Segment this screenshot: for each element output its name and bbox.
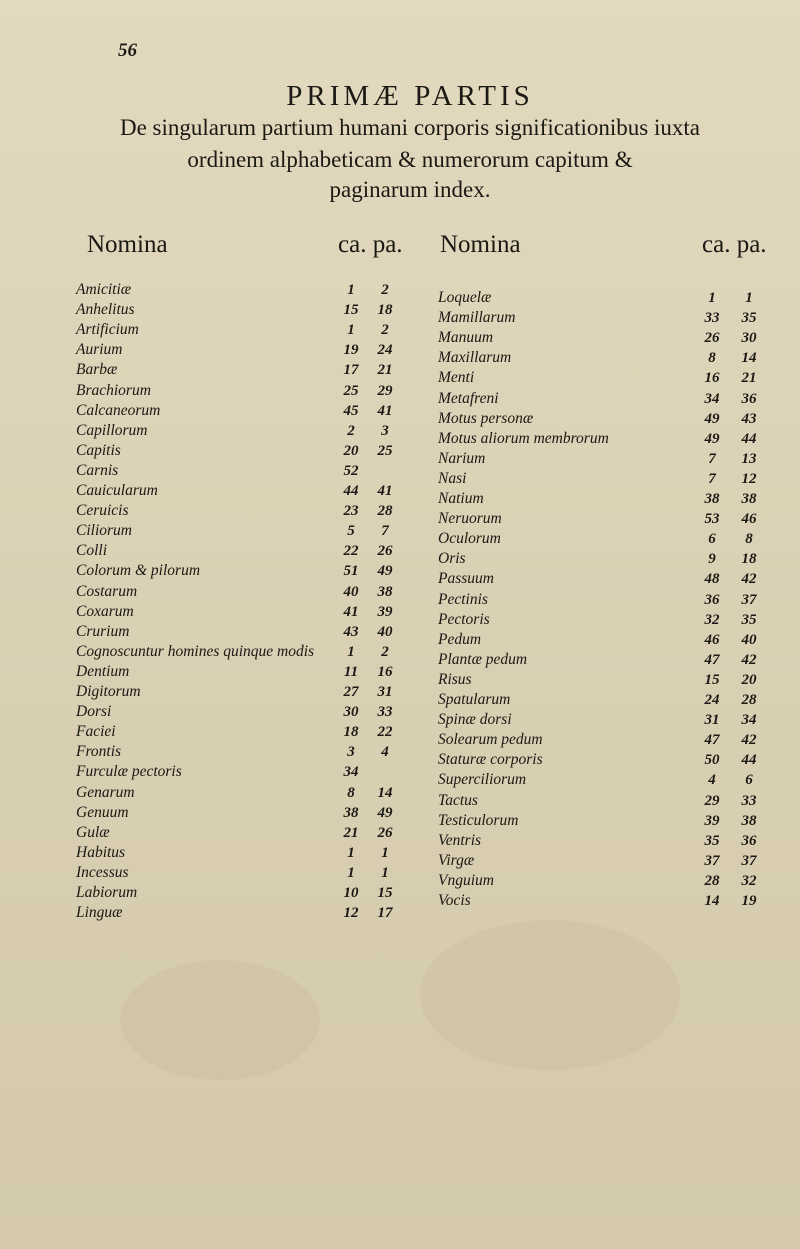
entry-page-number: 12 bbox=[741, 470, 757, 487]
entry-page-number: 19 bbox=[741, 893, 757, 909]
entry-page-number: 33 bbox=[741, 792, 757, 809]
entry-page-number: 42 bbox=[741, 571, 757, 588]
entry-name: Genarum bbox=[76, 783, 135, 801]
entry-page-number: 33 bbox=[377, 704, 393, 721]
entry-caput-number: 8 bbox=[347, 784, 355, 801]
entry-name: Motus aliorum membrorum bbox=[438, 429, 609, 447]
entry-caput-number: 52 bbox=[343, 462, 359, 479]
entry-caput-number: 7 bbox=[708, 470, 716, 487]
entry-name: Artificium bbox=[76, 321, 139, 339]
entry-page-number: 35 bbox=[741, 611, 757, 628]
entry-page-number: 41 bbox=[377, 483, 393, 499]
column-1-header-name: Nomina bbox=[87, 231, 168, 258]
entry-name: Colli bbox=[76, 542, 108, 560]
entry-page-number: 46 bbox=[741, 511, 757, 528]
entry-page-number: 40 bbox=[741, 631, 757, 648]
entry-caput-number: 47 bbox=[704, 732, 720, 749]
entry-caput-number: 1 bbox=[347, 864, 355, 881]
entry-caput-number: 45 bbox=[343, 402, 359, 419]
entry-page-number: 21 bbox=[741, 370, 757, 387]
entry-name: Solearum pedum bbox=[438, 731, 543, 749]
subtitle-line-1: De singularum partium humani corporis significationibus iuxta bbox=[119, 115, 700, 140]
entry-name: Natium bbox=[438, 490, 484, 507]
entry-name: Ventris bbox=[438, 831, 482, 849]
entry-name: Cognoscuntur homines quinque modis bbox=[76, 642, 315, 660]
column-1-header-ca-pa: ca. pa. bbox=[338, 231, 403, 258]
entry-caput-number: 21 bbox=[343, 824, 359, 841]
entry-name: Frontis bbox=[76, 743, 122, 761]
entry-page-number: 2 bbox=[381, 282, 389, 298]
entry-caput-number: 48 bbox=[704, 571, 720, 588]
entry-name: Digitorum bbox=[76, 683, 141, 700]
entry-page-number: 49 bbox=[377, 804, 393, 821]
entry-page-number: 2 bbox=[381, 643, 389, 660]
entry-caput-number: 43 bbox=[343, 623, 359, 640]
entry-name: Incessus bbox=[76, 863, 129, 881]
entry-page-number: 14 bbox=[741, 350, 757, 367]
entry-page-number: 42 bbox=[741, 651, 757, 668]
entry-caput-number: 15 bbox=[704, 671, 720, 688]
entry-caput-number: 34 bbox=[704, 390, 720, 407]
entry-page-number: 31 bbox=[377, 684, 393, 700]
entry-page-number: 36 bbox=[741, 832, 757, 849]
entry-caput-number: 3 bbox=[347, 744, 355, 761]
entry-caput-number: 18 bbox=[343, 724, 359, 741]
entry-page-number: 44 bbox=[741, 430, 757, 447]
entry-page-number: 34 bbox=[741, 712, 757, 729]
entry-page-number: 41 bbox=[377, 402, 393, 419]
entry-name: Aurium bbox=[76, 341, 123, 359]
entry-page-number: 8 bbox=[745, 531, 753, 548]
entry-caput-number: 53 bbox=[704, 511, 720, 528]
entry-caput-number: 46 bbox=[704, 631, 720, 648]
entry-caput-number: 22 bbox=[343, 543, 359, 560]
entry-page-number: 38 bbox=[741, 491, 757, 507]
entry-name: Linguæ bbox=[76, 904, 123, 922]
entry-caput-number: 5 bbox=[347, 523, 355, 540]
entry-name: Loquelæ bbox=[438, 289, 492, 306]
entry-caput-number: 17 bbox=[343, 362, 359, 379]
entry-name: Dentium bbox=[76, 662, 130, 680]
page-heading: PRIMÆ PARTIS bbox=[286, 80, 534, 112]
entry-caput-number: 49 bbox=[704, 430, 720, 447]
entry-name: Oris bbox=[438, 550, 466, 568]
entry-name: Anhelitus bbox=[76, 301, 135, 319]
entry-caput-number: 37 bbox=[704, 852, 720, 869]
entry-name: Cauicularum bbox=[76, 482, 158, 499]
entry-caput-number: 7 bbox=[708, 450, 716, 467]
entry-page-number: 28 bbox=[377, 503, 393, 520]
entry-page-number: 18 bbox=[741, 551, 757, 568]
entry-page-number: 16 bbox=[377, 663, 393, 680]
column-2-header-name: Nomina bbox=[440, 231, 521, 258]
entry-caput-number: 19 bbox=[343, 342, 359, 359]
entry-name: Labiorum bbox=[76, 884, 138, 901]
entry-page-number: 26 bbox=[377, 824, 393, 841]
entry-name: Spinæ dorsi bbox=[438, 711, 512, 729]
entry-name: Costarum bbox=[76, 582, 138, 600]
entry-caput-number: 49 bbox=[704, 410, 720, 427]
entry-page-number: 37 bbox=[741, 852, 757, 869]
entry-caput-number: 38 bbox=[343, 804, 359, 821]
entry-caput-number: 20 bbox=[343, 442, 359, 459]
entry-caput-number: 40 bbox=[343, 583, 359, 600]
entry-caput-number: 30 bbox=[343, 704, 359, 721]
entry-name: Gulæ bbox=[76, 823, 110, 841]
entry-page-number: 39 bbox=[377, 603, 393, 620]
entry-name: Neruorum bbox=[438, 510, 502, 528]
entry-page-number: 1 bbox=[381, 864, 389, 881]
entry-caput-number: 2 bbox=[347, 422, 355, 439]
entry-name: Calcaneorum bbox=[76, 401, 161, 419]
entry-caput-number: 39 bbox=[704, 812, 720, 829]
entry-page-number: 35 bbox=[741, 310, 757, 327]
entry-name: Brachiorum bbox=[76, 381, 151, 399]
entry-caput-number: 26 bbox=[704, 330, 720, 347]
entry-caput-number: 4 bbox=[708, 772, 716, 789]
entry-page-number: 43 bbox=[741, 410, 757, 427]
entry-name: Crurium bbox=[76, 622, 130, 640]
entry-name: Motus personæ bbox=[438, 409, 534, 427]
entry-caput-number: 31 bbox=[704, 712, 720, 729]
entry-page-number: 24 bbox=[377, 342, 393, 359]
entry-page-number: 37 bbox=[741, 591, 757, 608]
subtitle-line-3: paginarum index. bbox=[329, 177, 491, 202]
entry-caput-number: 44 bbox=[343, 483, 359, 499]
entry-page-number: 18 bbox=[377, 302, 393, 319]
column-2-header-ca-pa: ca. pa. bbox=[702, 231, 767, 258]
entry-caput-number: 47 bbox=[704, 651, 720, 668]
entry-name: Narium bbox=[438, 449, 486, 467]
entry-page-number: 17 bbox=[377, 905, 393, 922]
entry-name: Habitus bbox=[76, 843, 126, 861]
entry-name: Maxillarum bbox=[438, 349, 512, 367]
entry-name: Passuum bbox=[438, 570, 494, 588]
entry-caput-number: 10 bbox=[343, 885, 359, 901]
entry-caput-number: 1 bbox=[347, 282, 355, 298]
entry-name: Furculæ pectoris bbox=[76, 763, 182, 781]
entry-page-number: 38 bbox=[741, 812, 757, 829]
entry-name: Manuum bbox=[438, 329, 494, 347]
entry-caput-number: 1 bbox=[347, 643, 355, 660]
entry-caput-number: 28 bbox=[704, 872, 720, 889]
entry-caput-number: 24 bbox=[704, 692, 720, 708]
entry-name: Pedum bbox=[438, 630, 482, 648]
entry-page-number: 15 bbox=[377, 885, 393, 901]
entry-page-number: 22 bbox=[377, 724, 393, 741]
paper-stain bbox=[420, 920, 680, 1070]
entry-page-number: 20 bbox=[741, 671, 757, 688]
entry-name: Pectoris bbox=[438, 610, 490, 628]
entry-name: Risus bbox=[438, 670, 472, 688]
entry-name: Amicitiæ bbox=[76, 281, 132, 298]
entry-caput-number: 41 bbox=[343, 603, 359, 620]
entry-page-number: 3 bbox=[381, 422, 389, 439]
entry-name: Dorsi bbox=[76, 703, 112, 721]
entry-page-number: 28 bbox=[741, 692, 757, 708]
entry-page-number: 49 bbox=[377, 563, 393, 580]
entry-caput-number: 50 bbox=[704, 752, 720, 769]
entry-page-number: 6 bbox=[745, 772, 753, 789]
entry-name: Faciei bbox=[76, 723, 116, 741]
entry-caput-number: 32 bbox=[704, 611, 720, 628]
entry-page-number: 26 bbox=[377, 543, 393, 560]
entry-page-number: 14 bbox=[377, 784, 393, 801]
entry-name: Capillorum bbox=[76, 421, 148, 439]
entry-name: Testiculorum bbox=[438, 811, 519, 829]
entry-name: Coxarum bbox=[76, 602, 134, 620]
entry-page-number: 2 bbox=[381, 322, 389, 339]
entry-name: Vnguium bbox=[438, 871, 494, 889]
entry-caput-number: 33 bbox=[704, 310, 720, 327]
entry-caput-number: 35 bbox=[704, 832, 720, 849]
entry-caput-number: 14 bbox=[704, 893, 720, 909]
entry-name: Menti bbox=[438, 369, 475, 387]
entry-caput-number: 34 bbox=[343, 764, 359, 781]
entry-caput-number: 8 bbox=[708, 350, 716, 367]
entry-caput-number: 25 bbox=[343, 382, 359, 399]
entry-name: Tactus bbox=[438, 791, 478, 809]
entry-page-number: 1 bbox=[381, 844, 389, 861]
entry-page-number: 40 bbox=[377, 623, 393, 640]
entry-name: Vocis bbox=[438, 892, 471, 909]
entry-name: Oculorum bbox=[438, 530, 501, 548]
entry-name: Plantæ pedum bbox=[438, 650, 528, 668]
entry-caput-number: 9 bbox=[708, 551, 716, 568]
entry-page-number: 38 bbox=[377, 583, 393, 600]
entry-page-number: 30 bbox=[741, 330, 757, 347]
entry-caput-number: 27 bbox=[343, 684, 359, 700]
entry-name: Colorum & pilorum bbox=[76, 562, 201, 580]
entry-caput-number: 11 bbox=[343, 663, 359, 680]
entry-caput-number: 29 bbox=[704, 792, 720, 809]
entry-caput-number: 36 bbox=[704, 591, 720, 608]
entry-name: Spatularum bbox=[438, 691, 511, 708]
paper-stain bbox=[120, 960, 320, 1080]
entry-page-number: 44 bbox=[741, 752, 757, 769]
entry-caput-number: 23 bbox=[343, 503, 359, 520]
entry-name: Superciliorum bbox=[438, 771, 527, 789]
entry-page-number: 21 bbox=[377, 362, 393, 379]
entry-page-number: 7 bbox=[381, 523, 389, 540]
entry-page-number: 4 bbox=[381, 744, 389, 761]
entry-caput-number: 38 bbox=[704, 491, 720, 507]
entry-caput-number: 1 bbox=[347, 844, 355, 861]
entry-name: Barbæ bbox=[76, 361, 118, 379]
entry-name: Genuum bbox=[76, 803, 129, 821]
entry-page-number: 13 bbox=[741, 450, 757, 467]
entry-page-number: 36 bbox=[741, 390, 757, 407]
subtitle-line-2: ordinem alphabeticam & numerorum capitum & bbox=[187, 147, 633, 172]
entry-caput-number: 16 bbox=[704, 370, 720, 387]
entry-name: Mamillarum bbox=[438, 309, 516, 327]
entry-page-number: 1 bbox=[745, 290, 753, 306]
entry-name: Virgæ bbox=[438, 851, 475, 869]
entry-caput-number: 15 bbox=[343, 302, 359, 319]
entry-name: Carnis bbox=[76, 461, 119, 479]
entry-page-number: 32 bbox=[741, 872, 757, 889]
entry-page-number: 29 bbox=[377, 382, 393, 399]
entry-caput-number: 51 bbox=[343, 563, 359, 580]
entry-name: Staturæ corporis bbox=[438, 751, 543, 769]
entry-name: Pectinis bbox=[438, 590, 488, 608]
entry-caput-number: 1 bbox=[347, 322, 355, 339]
entry-name: Capitis bbox=[76, 441, 121, 459]
entry-caput-number: 1 bbox=[708, 290, 716, 306]
entry-caput-number: 12 bbox=[343, 905, 359, 922]
entry-name: Ciliorum bbox=[76, 522, 132, 540]
entry-page-number: 42 bbox=[741, 732, 757, 749]
entry-page-number: 25 bbox=[377, 442, 393, 459]
entry-caput-number: 6 bbox=[708, 531, 716, 548]
entry-name: Ceruicis bbox=[76, 502, 129, 520]
entry-name: Metafreni bbox=[438, 389, 499, 407]
entry-name: Nasi bbox=[438, 469, 467, 487]
page-number: 56 bbox=[118, 40, 137, 61]
